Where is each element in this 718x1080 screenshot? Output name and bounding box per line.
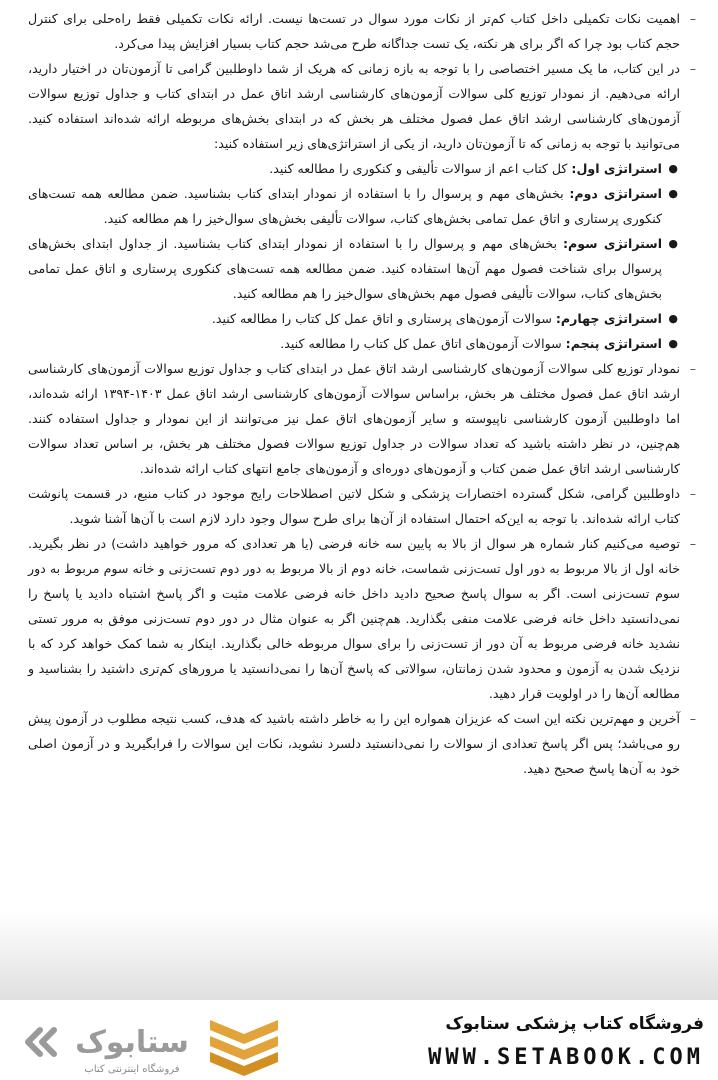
paragraph: – داوطلبین گرامی، شکل گسترده اختصارات پزشکی و شکل لاتین اصطلاحات رایج موجود در کتاب منبع، در قسمت پانوشت کتاب ارائه شده‌اند. با توجه به این‌که احتمال استفاده از آن‌ها برای طرح سوال وجود دارد لازم است با آن‌ها آشنا شوید. xyxy=(28,481,696,531)
dash-marker: – xyxy=(689,536,696,551)
paragraph: – اهمیت نکات تکمیلی داخل کتاب کم‌تر از نکات مورد سوال در تست‌ها نیست. ارائه نکات تکمیلی فقط راه‌حلی برای کنترل حجم کتاب بود چرا که اگر برای هر نکته، یک تست جداگانه طرح می‌شد حجم کتاب بسیار افزایش پیدا می‌کرد. xyxy=(28,6,696,56)
logo-graphic xyxy=(14,1010,314,1076)
bullet-icon: ● xyxy=(668,312,678,325)
paragraph: – توصیه می‌کنیم کنار شماره هر سوال از بالا به پایین سه خانه فرضی (یا هر تعدادی که مرور خواهید داشت) در نظر بگیرید. خانه اول از بالا مربوط به دور اول تست‌زنی شماست، خانه دوم از بالا مربوط به دور دوم تست‌زنی و خانه سوم مربوط به دور سوم تست‌زنی است. اگر به سوال پاسخ صحیح دادید داخل خانه فرضی علامت مثبت و اگر پاسخ اشتباه دادید یا پاسخ را نمی‌دانستید داخل خانه فرضی علامت منفی بگذارید. هم‌چنین اگر به عنوان مثال در دور دوم تست‌زنی موفق به مرور تستی نشدید خانه فرضی مربوط به آن دور از تست‌زنی را برای سوال مربوطه خالی بگذارید. اینکار به شما کمک خواهد کرد که با نزدیک شدن به آزمون و محدود شدن زمانتان، سوالاتی که پاسخ آن‌ها را نمی‌دانستید یا مرورهای کم‌تری داشتید را بشناسید و مطالعه آن‌ها را در اولویت قرار دهید. xyxy=(28,531,696,706)
strategy-title: استراتژی اول: xyxy=(571,161,662,176)
store-url-link[interactable]: WWW.SETABOOK.COM xyxy=(428,1045,704,1070)
strategy-item xyxy=(28,231,696,306)
bullet-icon: ● xyxy=(668,237,678,250)
bullet-icon: ● xyxy=(668,337,678,350)
strategy-text: بخش‌های مهم و پرسوال را با استفاده از نمودار ابتدای کتاب بشناسید. از جداول ابتدای بخش‌های پرسوال برای شناخت فصول مهم آن‌ها استفاده کنید. ضمن مطالعه همه تست‌های کنکوری پرستاری و اتاق عمل تمامی بخش‌های کتاب، سوالات تألیفی فصول مهم بخش‌های سوال‌خیز را هم مطالعه کنید. xyxy=(28,236,662,301)
strategy-text: کل کتاب اعم از سوالات تألیفی و کنکوری را مطالعه کنید. xyxy=(269,161,572,176)
store-footer xyxy=(0,1000,718,1080)
strategy-text: سوالات آزمون‌های پرستاری و اتاق عمل کل کتاب را مطالعه کنید. xyxy=(211,311,556,326)
store-name: فروشگاه کتاب پزشکی ستابوک xyxy=(445,1014,704,1034)
page-bottom-shadow xyxy=(0,910,718,1000)
paragraph: – در این کتاب، ما یک مسیر اختصاصی را با توجه به بازه زمانی که هریک از شما داوطلبین گرامی تا آزمون‌تان در اختیار دارید، ارائه می‌دهیم. از نمودار توزیع کلی سوالات آزمون‌های کارشناسی ارشد اتاق عمل در ابتدای کتاب و جداول توزیع سوالات آزمون‌های کارشناسی ارشد اتاق عمل فصول مختلف هر بخش که در ابتدای بخش‌های مربوطه ارائه شده‌اند استفاده کنید. می‌توانید با توجه به زمانی که تا آزمون‌تان دارید، از یکی از استراتژی‌های زیر استفاده کنید: xyxy=(28,56,696,156)
strategy-title: استراتژی پنجم: xyxy=(565,336,662,351)
strategy-item xyxy=(28,306,696,331)
paragraph: – نمودار توزیع کلی سوالات آزمون‌های کارشناسی ارشد اتاق عمل در ابتدای کتاب و جداول توزیع سوالات آزمون‌های کارشناسی ارشد اتاق عمل فصول مختلف هر بخش، براساس سوالات آزمون‌های کارشناسی ارشد اتاق عمل ۱۴۰۳-۱۳۹۴ ارائه شده‌اند، اما داوطلبین آزمون کارشناسی ناپیوسته و سایر آزمون‌های اتاق عمل نیز می‌توانند از این نمودار و جداول استفاده کنند. هم‌چنین، در نظر داشته باشید که تعداد سوالات در جداول توزیع سوالات فصول مختلف هر بخش، بر اساس تعداد سوالات کارشناسی ارشد اتاق عمل ضمن کتاب و آزمون‌های دوره‌ای و آزمون‌های جامع انتهای کتاب ارائه شده‌اند. xyxy=(28,356,696,481)
logo-wordmark: ستابوک xyxy=(75,1025,189,1060)
logo-tagline: فروشگاه اینترنتی کتاب xyxy=(84,1064,180,1075)
strategy-item xyxy=(28,331,696,356)
dash-marker: – xyxy=(689,486,696,501)
setabook-logo xyxy=(14,1010,314,1076)
dash-marker: – xyxy=(689,711,696,726)
strategy-item xyxy=(28,156,696,181)
bullet-icon: ● xyxy=(668,187,678,200)
double-chevron-icon xyxy=(28,1030,54,1054)
strategy-text: بخش‌های مهم و پرسوال را با استفاده از نمودار ابتدای کتاب بشناسید. ضمن مطالعه همه تست‌های کنکوری پرستاری و اتاق عمل تمامی بخش‌های کتاب، سوالات تألیفی بخش‌های سوال‌خیز را هم مطالعه کنید. xyxy=(28,186,662,226)
strategy-title: استراتژی سوم: xyxy=(563,236,663,251)
strategy-item xyxy=(28,181,696,231)
dash-marker: – xyxy=(689,11,696,26)
strategy-text: سوالات آزمون‌های اتاق عمل کل کتاب را مطالعه کنید. xyxy=(280,336,566,351)
strategy-title: استراتژی چهارم: xyxy=(555,311,662,326)
dash-marker: – xyxy=(689,61,696,76)
bullet-icon: ● xyxy=(668,162,678,175)
chevron-mark-icon xyxy=(210,1020,278,1076)
strategy-title: استراتژی دوم: xyxy=(569,186,662,201)
dash-marker: – xyxy=(689,361,696,376)
paragraph: – آخرین و مهم‌ترین نکته این است که عزیزان همواره این را به خاطر داشته باشید که هدف، کسب نتیجه مطلوب در آزمون پیش رو می‌باشد؛ پس اگر پاسخ تعدادی از سوالات را نمی‌دانستید دلسرد نشوید، نکات این سوالات را فرابگیرید و در آزمون اصلی خود به آن‌ها پاسخ صحیح دهید. xyxy=(28,706,696,781)
